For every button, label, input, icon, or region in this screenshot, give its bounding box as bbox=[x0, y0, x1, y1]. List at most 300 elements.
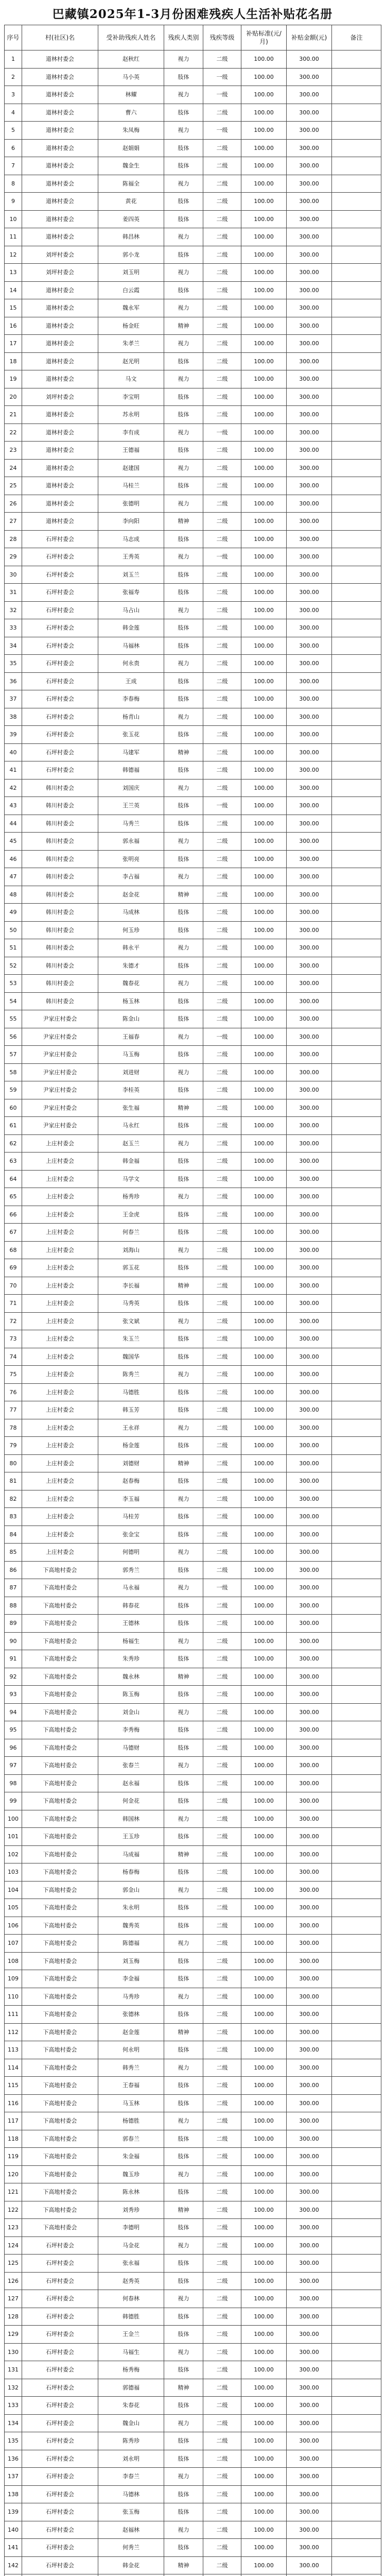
cell-village bbox=[22, 2574, 98, 2576]
cell-index: 82 bbox=[5, 1490, 22, 1508]
table-row bbox=[5, 2255, 381, 2273]
cell-name: 杨玉林 bbox=[98, 992, 164, 1010]
cell-village: 韩川村委会 bbox=[22, 868, 98, 886]
cell-category: 肢体 bbox=[164, 1348, 203, 1366]
cell-name: 魏春花 bbox=[98, 975, 164, 993]
cell-amount: 300.00 bbox=[287, 726, 332, 744]
cell-village: 上庄村委会 bbox=[22, 1259, 98, 1277]
cell-name: 朱德才 bbox=[98, 957, 164, 975]
cell-name: 王永祥 bbox=[98, 1419, 164, 1437]
cell-index: 94 bbox=[5, 1703, 22, 1721]
cell-standard: 100.00 bbox=[241, 442, 287, 460]
cell-name: 何春兰 bbox=[98, 1224, 164, 1242]
cell-village: 下高地村委会 bbox=[22, 2023, 98, 2041]
cell-remark bbox=[332, 2290, 381, 2308]
cell-amount: 300.00 bbox=[287, 939, 332, 957]
cell-grade: 二级 bbox=[203, 2539, 241, 2557]
cell-amount: 300.00 bbox=[287, 406, 332, 424]
cell-village: 道林村委会 bbox=[22, 299, 98, 317]
cell-village: 石坪村委会 bbox=[22, 566, 98, 584]
cell-village: 道林村委会 bbox=[22, 423, 98, 442]
cell-index: 63 bbox=[5, 1153, 22, 1171]
cell-name: 张玉花 bbox=[98, 726, 164, 744]
cell-name: 马玉梅 bbox=[98, 1046, 164, 1064]
cell-village: 下高地村委会 bbox=[22, 1739, 98, 1757]
cell-remark bbox=[332, 459, 381, 477]
cell-category: 肢体 bbox=[164, 1153, 203, 1171]
cell-name: 魏永军 bbox=[98, 299, 164, 317]
cell-standard: 100.00 bbox=[241, 1935, 287, 1953]
cell-name: 李占福 bbox=[98, 868, 164, 886]
cell-category: 肢体 bbox=[164, 1383, 203, 1401]
cell-amount: 300.00 bbox=[287, 1419, 332, 1437]
cell-category: 肢体 bbox=[164, 2503, 203, 2521]
cell-amount: 300.00 bbox=[287, 1224, 332, 1242]
cell-name: 李宝明 bbox=[98, 388, 164, 406]
cell-name: 赵建国 bbox=[98, 459, 164, 477]
cell-amount: 300.00 bbox=[287, 957, 332, 975]
cell-index: 125 bbox=[5, 2255, 22, 2273]
cell-remark bbox=[332, 2183, 381, 2201]
cell-village: 上庄村委会 bbox=[22, 1472, 98, 1490]
cell-standard: 100.00 bbox=[241, 1845, 287, 1863]
table-row bbox=[5, 2574, 381, 2576]
cell-grade: 二级 bbox=[203, 1170, 241, 1188]
cell-remark bbox=[332, 2112, 381, 2130]
cell-standard: 100.00 bbox=[241, 1046, 287, 1064]
cell-grade: 二级 bbox=[203, 1472, 241, 1490]
table-row bbox=[5, 975, 381, 993]
cell-standard: 100.00 bbox=[241, 370, 287, 388]
cell-remark bbox=[332, 122, 381, 140]
table-row bbox=[5, 193, 381, 211]
cell-grade: 二级 bbox=[203, 1330, 241, 1348]
cell-grade: 二级 bbox=[203, 1010, 241, 1028]
cell-grade: 二级 bbox=[203, 1295, 241, 1313]
cell-index: 56 bbox=[5, 1028, 22, 1046]
cell-grade: 二级 bbox=[203, 939, 241, 957]
cell-standard: 100.00 bbox=[241, 584, 287, 602]
cell-remark bbox=[332, 1063, 381, 1081]
cell-name: 王福春 bbox=[98, 1028, 164, 1046]
cell-grade: 二级 bbox=[203, 957, 241, 975]
cell-remark bbox=[332, 2308, 381, 2326]
cell-name: 王金虎 bbox=[98, 1206, 164, 1224]
cell-remark bbox=[332, 584, 381, 602]
cell-category: 精神 bbox=[164, 2201, 203, 2219]
cell-standard: 100.00 bbox=[241, 1134, 287, 1153]
cell-grade: 二级 bbox=[203, 1703, 241, 1721]
cell-name: 赵永福 bbox=[98, 1774, 164, 1792]
cell-village: 韩川村委会 bbox=[22, 886, 98, 904]
cell-grade: 二级 bbox=[203, 672, 241, 690]
cell-category: 视力 bbox=[164, 50, 203, 69]
cell-amount: 300.00 bbox=[287, 548, 332, 566]
table-row bbox=[5, 388, 381, 406]
cell-category: 肢体 bbox=[164, 388, 203, 406]
cell-category: 肢体 bbox=[164, 2077, 203, 2095]
cell-amount: 300.00 bbox=[287, 1366, 332, 1384]
cell-category: 视力 bbox=[164, 1703, 203, 1721]
cell-category: 视力 bbox=[164, 1810, 203, 1828]
cell-name: 陈秀珍 bbox=[98, 2432, 164, 2450]
cell-amount: 300.00 bbox=[287, 619, 332, 637]
cell-category: 肢体 bbox=[164, 2183, 203, 2201]
cell-index: 128 bbox=[5, 2308, 22, 2326]
cell-name: 王成 bbox=[98, 672, 164, 690]
cell-index: 123 bbox=[5, 2219, 22, 2237]
cell-remark bbox=[332, 1099, 381, 1117]
cell-remark bbox=[332, 1739, 381, 1757]
cell-amount: 300.00 bbox=[287, 317, 332, 335]
cell-name: 张文斌 bbox=[98, 1312, 164, 1330]
table-row bbox=[5, 904, 381, 922]
cell-standard: 100.00 bbox=[241, 1259, 287, 1277]
cell-remark bbox=[332, 423, 381, 442]
cell-amount: 300.00 bbox=[287, 921, 332, 939]
cell-name: 魏秀英 bbox=[98, 1917, 164, 1935]
cell-grade: 二级 bbox=[203, 1383, 241, 1401]
cell-remark bbox=[332, 1010, 381, 1028]
cell-index: 57 bbox=[5, 1046, 22, 1064]
cell-village: 石坪村委会 bbox=[22, 2450, 98, 2468]
cell-category: 肢体 bbox=[164, 1863, 203, 1882]
cell-amount: 300.00 bbox=[287, 281, 332, 299]
cell-standard: 100.00 bbox=[241, 228, 287, 246]
cell-grade: 二级 bbox=[203, 921, 241, 939]
cell-grade: 二级 bbox=[203, 1508, 241, 1526]
cell-category: 视力 bbox=[164, 1935, 203, 1953]
cell-standard: 100.00 bbox=[241, 1099, 287, 1117]
cell-index: 81 bbox=[5, 1472, 22, 1490]
cell-grade: 二级 bbox=[203, 1845, 241, 1863]
cell-standard: 100.00 bbox=[241, 2290, 287, 2308]
cell-category: 肢体 bbox=[164, 1774, 203, 1792]
cell-remark bbox=[332, 1615, 381, 1633]
table-row bbox=[5, 779, 381, 797]
cell-category: 肢体 bbox=[164, 246, 203, 264]
cell-amount: 300.00 bbox=[287, 246, 332, 264]
table-row bbox=[5, 1490, 381, 1508]
cell-index: 109 bbox=[5, 1970, 22, 1988]
cell-remark bbox=[332, 352, 381, 370]
cell-grade: 二级 bbox=[203, 2201, 241, 2219]
cell-index: 9 bbox=[5, 193, 22, 211]
table-row bbox=[5, 2006, 381, 2024]
cell-index: 26 bbox=[5, 495, 22, 513]
cell-village: 石坪村委会 bbox=[22, 637, 98, 655]
cell-category: 肢体 bbox=[164, 157, 203, 175]
cell-index: 51 bbox=[5, 939, 22, 957]
cell-amount: 300.00 bbox=[287, 2539, 332, 2557]
cell-remark bbox=[332, 210, 381, 228]
cell-remark bbox=[332, 246, 381, 264]
cell-amount: 300.00 bbox=[287, 1277, 332, 1295]
cell-category: 视力 bbox=[164, 1063, 203, 1081]
cell-category: 肢体 bbox=[164, 406, 203, 424]
cell-category: 肢体 bbox=[164, 2308, 203, 2326]
cell-village: 下高地村委会 bbox=[22, 2112, 98, 2130]
cell-village: 石坪村委会 bbox=[22, 761, 98, 779]
cell-name: 韩国林 bbox=[98, 1810, 164, 1828]
cell-index: 47 bbox=[5, 868, 22, 886]
cell-standard: 100.00 bbox=[241, 1544, 287, 1562]
table-row bbox=[5, 1615, 381, 1633]
table-row bbox=[5, 104, 381, 122]
cell-village: 下高地村委会 bbox=[22, 2006, 98, 2024]
cell-category: 肢体 bbox=[164, 2326, 203, 2344]
cell-grade: 二级 bbox=[203, 1490, 241, 1508]
cell-category: 肢体 bbox=[164, 672, 203, 690]
header-amount: 补贴金额(元) bbox=[287, 25, 332, 50]
cell-village: 道林村委会 bbox=[22, 50, 98, 69]
cell-standard: 100.00 bbox=[241, 1366, 287, 1384]
table-row bbox=[5, 1863, 381, 1882]
cell-amount: 300.00 bbox=[287, 1170, 332, 1188]
cell-village: 石坪村委会 bbox=[22, 2272, 98, 2290]
cell-village: 道林村委会 bbox=[22, 175, 98, 193]
cell-amount: 300.00 bbox=[287, 1117, 332, 1135]
cell-grade: 二级 bbox=[203, 1650, 241, 1668]
cell-index: 36 bbox=[5, 672, 22, 690]
cell-grade: 二级 bbox=[203, 2450, 241, 2468]
cell-remark bbox=[332, 1117, 381, 1135]
cell-village: 下高地村委会 bbox=[22, 2219, 98, 2237]
cell-amount: 300.00 bbox=[287, 2094, 332, 2112]
cell-grade: 二级 bbox=[203, 1597, 241, 1615]
cell-grade: 二级 bbox=[203, 1899, 241, 1917]
cell-index: 112 bbox=[5, 2023, 22, 2041]
cell-amount: 300.00 bbox=[287, 530, 332, 548]
cell-village: 尹家庄村委会 bbox=[22, 1046, 98, 1064]
cell-category: 肢体 bbox=[164, 1597, 203, 1615]
cell-name: 赵玉兰 bbox=[98, 1134, 164, 1153]
table-row bbox=[5, 477, 381, 495]
cell-remark bbox=[332, 193, 381, 211]
cell-village: 石坪村委会 bbox=[22, 2343, 98, 2361]
cell-remark bbox=[332, 1028, 381, 1046]
cell-amount: 300.00 bbox=[287, 904, 332, 922]
table-row bbox=[5, 921, 381, 939]
cell-category: 视力 bbox=[164, 86, 203, 104]
table-row bbox=[5, 1224, 381, 1242]
cell-village: 刘坪村委会 bbox=[22, 264, 98, 282]
cell-remark bbox=[332, 939, 381, 957]
cell-standard: 100.00 bbox=[241, 2326, 287, 2344]
cell-grade: 二级 bbox=[203, 1721, 241, 1739]
cell-amount: 300.00 bbox=[287, 335, 332, 353]
cell-standard: 100.00 bbox=[241, 1561, 287, 1579]
cell-amount: 300.00 bbox=[287, 1810, 332, 1828]
table-row bbox=[5, 2450, 381, 2468]
cell-remark bbox=[332, 1472, 381, 1490]
cell-amount: 300.00 bbox=[287, 2343, 332, 2361]
table-row bbox=[5, 175, 381, 193]
cell-name: 朱凤梅 bbox=[98, 122, 164, 140]
cell-category: 视力 bbox=[164, 2112, 203, 2130]
cell-category: 肢体 bbox=[164, 2130, 203, 2148]
cell-category: 肢体 bbox=[164, 797, 203, 815]
table-row bbox=[5, 1650, 381, 1668]
cell-category: 肢体 bbox=[164, 1170, 203, 1188]
cell-amount: 300.00 bbox=[287, 86, 332, 104]
cell-village: 道林村委会 bbox=[22, 68, 98, 86]
cell-standard: 100.00 bbox=[241, 86, 287, 104]
cell-standard: 100.00 bbox=[241, 1757, 287, 1775]
cell-name: 李金福 bbox=[98, 1970, 164, 1988]
cell-village: 下高地村委会 bbox=[22, 2183, 98, 2201]
table-row bbox=[5, 442, 381, 460]
cell-name: 马桂兰 bbox=[98, 477, 164, 495]
cell-name: 韩永平 bbox=[98, 939, 164, 957]
cell-remark bbox=[332, 1330, 381, 1348]
cell-village: 尹家庄村委会 bbox=[22, 1028, 98, 1046]
cell-standard: 100.00 bbox=[241, 833, 287, 851]
cell-name: 刘海山 bbox=[98, 1241, 164, 1259]
cell-amount: 300.00 bbox=[287, 1454, 332, 1472]
cell-standard: 100.00 bbox=[241, 352, 287, 370]
cell-remark bbox=[332, 2574, 381, 2576]
table-row bbox=[5, 2059, 381, 2077]
cell-standard: 100.00 bbox=[241, 779, 287, 797]
table-row bbox=[5, 886, 381, 904]
cell-village: 石坪村委会 bbox=[22, 2414, 98, 2432]
table-row bbox=[5, 1259, 381, 1277]
header-village: 村(社区)名 bbox=[22, 25, 98, 50]
cell-grade: 二级 bbox=[203, 1881, 241, 1899]
cell-name: 马学文 bbox=[98, 1170, 164, 1188]
cell-amount: 300.00 bbox=[287, 1935, 332, 1953]
cell-amount: 300.00 bbox=[287, 1881, 332, 1899]
cell-category: 视力 bbox=[164, 2468, 203, 2486]
cell-index: 8 bbox=[5, 175, 22, 193]
cell-amount: 300.00 bbox=[287, 2041, 332, 2059]
cell-name: 李德明 bbox=[98, 2219, 164, 2237]
cell-index: 70 bbox=[5, 1277, 22, 1295]
cell-village: 道林村委会 bbox=[22, 193, 98, 211]
cell-standard: 100.00 bbox=[241, 708, 287, 726]
cell-remark bbox=[332, 1241, 381, 1259]
table-row bbox=[5, 1010, 381, 1028]
table-row bbox=[5, 1472, 381, 1490]
cell-index: 101 bbox=[5, 1828, 22, 1846]
cell-remark bbox=[332, 442, 381, 460]
cell-category: 视力 bbox=[164, 1366, 203, 1384]
cell-remark bbox=[332, 2450, 381, 2468]
cell-category: 精神 bbox=[164, 2379, 203, 2397]
cell-category: 视力 bbox=[164, 1632, 203, 1650]
cell-amount: 300.00 bbox=[287, 1437, 332, 1455]
cell-grade: 二级 bbox=[203, 2148, 241, 2166]
cell-grade: 二级 bbox=[203, 1241, 241, 1259]
cell-village: 下高地村委会 bbox=[22, 2041, 98, 2059]
cell-standard: 100.00 bbox=[241, 335, 287, 353]
cell-category: 肢体 bbox=[164, 566, 203, 584]
cell-standard: 100.00 bbox=[241, 1419, 287, 1437]
cell-name: 马永福 bbox=[98, 1579, 164, 1597]
cell-index: 1 bbox=[5, 50, 22, 69]
cell-grade: 二级 bbox=[203, 2414, 241, 2432]
cell-index: 126 bbox=[5, 2272, 22, 2290]
cell-name: 赵福林 bbox=[98, 2521, 164, 2539]
cell-remark bbox=[332, 1490, 381, 1508]
cell-standard: 100.00 bbox=[241, 1063, 287, 1081]
table-row bbox=[5, 2361, 381, 2379]
cell-amount: 300.00 bbox=[287, 2236, 332, 2255]
table-row bbox=[5, 2183, 381, 2201]
cell-village: 石坪村委会 bbox=[22, 2308, 98, 2326]
cell-remark bbox=[332, 317, 381, 335]
cell-amount: 300.00 bbox=[287, 1828, 332, 1846]
cell-amount: 300.00 bbox=[287, 193, 332, 211]
cell-village: 上庄村委会 bbox=[22, 1526, 98, 1544]
cell-grade: 二级 bbox=[203, 317, 241, 335]
cell-amount: 300.00 bbox=[287, 1615, 332, 1633]
cell-remark bbox=[332, 157, 381, 175]
cell-standard: 100.00 bbox=[241, 601, 287, 619]
table-row bbox=[5, 2539, 381, 2557]
cell-standard: 100.00 bbox=[241, 1401, 287, 1419]
cell-category: 精神 bbox=[164, 1668, 203, 1686]
cell-remark bbox=[332, 1632, 381, 1650]
cell-village: 上庄村委会 bbox=[22, 1224, 98, 1242]
cell-remark bbox=[332, 708, 381, 726]
cell-village: 石坪村委会 bbox=[22, 530, 98, 548]
cell-village: 道林村委会 bbox=[22, 513, 98, 531]
subsidy-table bbox=[4, 25, 381, 2576]
cell-remark bbox=[332, 672, 381, 690]
cell-index: 87 bbox=[5, 1579, 22, 1597]
cell-amount: 300.00 bbox=[287, 584, 332, 602]
cell-amount: 300.00 bbox=[287, 1686, 332, 1704]
table-row bbox=[5, 1188, 381, 1206]
cell-category: 肢体 bbox=[164, 1508, 203, 1526]
cell-amount: 300.00 bbox=[287, 1739, 332, 1757]
cell-index: 110 bbox=[5, 1988, 22, 2006]
cell-standard: 100.00 bbox=[241, 1703, 287, 1721]
cell-index: 58 bbox=[5, 1063, 22, 1081]
cell-index: 23 bbox=[5, 442, 22, 460]
table-row bbox=[5, 797, 381, 815]
cell-category: 视力 bbox=[164, 495, 203, 513]
cell-category: 肢体 bbox=[164, 2219, 203, 2237]
table-row bbox=[5, 1508, 381, 1526]
cell-grade: 二级 bbox=[203, 299, 241, 317]
cell-name: 李长福 bbox=[98, 1277, 164, 1295]
cell-category: 视力 bbox=[164, 299, 203, 317]
table-row bbox=[5, 2201, 381, 2219]
cell-village: 石坪村委会 bbox=[22, 601, 98, 619]
table-body bbox=[5, 50, 381, 2576]
cell-remark bbox=[332, 104, 381, 122]
cell-category: 肢体 bbox=[164, 992, 203, 1010]
table-row bbox=[5, 50, 381, 69]
cell-village: 石坪村委会 bbox=[22, 743, 98, 761]
cell-village: 石坪村委会 bbox=[22, 2503, 98, 2521]
table-row bbox=[5, 1739, 381, 1757]
cell-category: 视力 bbox=[164, 2059, 203, 2077]
cell-name: 张明亮 bbox=[98, 850, 164, 868]
cell-amount: 300.00 bbox=[287, 2148, 332, 2166]
cell-standard: 100.00 bbox=[241, 2361, 287, 2379]
cell-index: 95 bbox=[5, 1721, 22, 1739]
cell-remark bbox=[332, 281, 381, 299]
cell-name: 刘国庆 bbox=[98, 779, 164, 797]
cell-category bbox=[164, 2574, 203, 2576]
cell-village: 下高地村委会 bbox=[22, 1668, 98, 1686]
cell-category: 精神 bbox=[164, 1454, 203, 1472]
cell-grade: 二级 bbox=[203, 584, 241, 602]
